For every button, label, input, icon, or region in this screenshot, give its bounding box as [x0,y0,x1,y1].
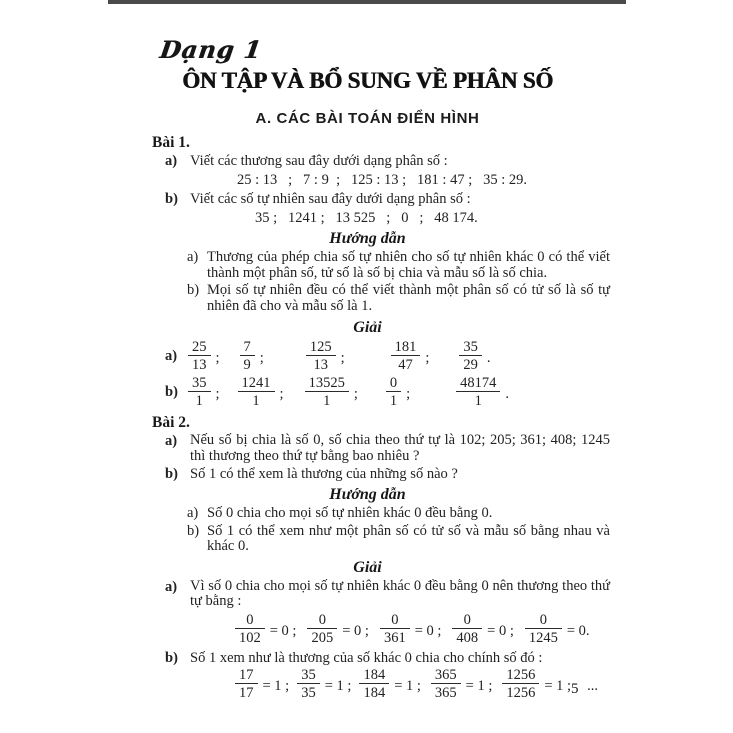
fraction-numerator: 365 [434,666,457,683]
fraction-result: = 1 ; [324,677,352,694]
exercise-1-heading: Bài 1. [152,134,190,151]
fraction-group [502,667,577,701]
page-number: 5 [571,681,579,697]
fraction-numerator: 25 [192,339,207,355]
fraction-separator: ; [353,386,358,402]
item-label: b) [187,282,200,298]
giai-heading: Giải [353,319,382,336]
item-label: a) [165,578,178,595]
item-text: Số 1 có thể xem là thương của những số nào ? [190,466,458,482]
fraction-group [452,612,519,646]
fraction [380,612,410,646]
fraction-denominator: 13 [188,355,211,373]
item-values: 25 : 13 ; 7 : 9 ; 125 : 13 ; 181 : 47 ; 35 : 29. [237,172,528,188]
item-text: Nếu số bị chia là số 0, số chia theo thứ tự là 102; 205; 361; 408; 1245 thì thương theo thứ tự bằng bao nhiêu ? [190,432,610,464]
fraction-denominator: 1 [305,391,349,409]
item-label: a) [187,505,199,521]
fraction-group [307,612,374,646]
fraction-denominator: 1 [188,391,211,409]
fraction-numerator: 181 [394,339,417,355]
ellipsis: ... [587,677,598,694]
fraction-denominator: 1 [456,391,500,409]
solution-row-a [165,339,610,373]
item-label: b) [165,191,178,207]
fraction-group [525,612,596,646]
exercise-2-heading: Bài 2. [152,414,190,431]
fraction [459,339,482,373]
fraction-separator: . [486,350,491,366]
fraction-denominator: 102 [235,628,265,646]
fraction-separator: ; [215,386,220,402]
item-label: a) [165,433,178,449]
fraction [386,375,401,409]
chapter-title: ÔN TẬP VÀ BỔ SUNG VỀ PHÂN SỐ [182,68,553,93]
fraction-denominator: 361 [380,628,410,646]
fraction-denominator: 408 [452,628,482,646]
fraction-numerator: 35 [301,666,316,683]
fraction-denominator: 13 [306,355,336,373]
fraction [431,667,461,701]
fraction-numerator: 125 [309,339,332,355]
page-edge-line [108,0,626,4]
fraction-numerator: 0 [391,611,399,628]
fraction [456,375,500,409]
item-text: Vì số 0 chia cho mọi số tự nhiên khác 0 đều bằng 0 nên thương theo thứ tự bằng : [190,577,610,609]
fraction-group [238,375,290,409]
fraction-numerator: 35 [463,339,478,355]
fraction-numerator: 0 [539,611,547,628]
fraction [391,339,421,373]
fraction-result: = 1 ; [262,677,290,694]
solution-row-b [165,375,610,409]
fraction-denominator: 1 [238,391,275,409]
fraction-numerator: 0 [389,375,398,391]
fraction-group [391,339,436,373]
item-values: 35 ; 1241 ; 13 525 ; 0 ; 48 174. [255,210,478,226]
fraction-group [306,339,351,373]
fraction [240,339,255,373]
fraction-denominator: 1245 [525,628,562,646]
fraction-group [359,667,426,701]
huong-dan-heading: Hướng dẫn [329,230,406,247]
item-label: a) [165,153,178,169]
section-heading: A. CÁC BÀI TOÁN ĐIỂN HÌNH [255,110,480,127]
fraction-separator: ; [425,350,430,366]
exercise-item-a [165,433,610,464]
item-label: b) [165,649,178,666]
fraction-separator: ; [340,350,345,366]
giai-heading: Giải [353,558,382,576]
fraction-denominator: 184 [359,683,389,701]
item-label: b) [165,466,178,482]
guide-item-a [187,506,610,522]
fraction-result: = 1 ; [465,677,493,694]
item-text: Mọi số tự nhiên đều có thể viết thành một phân số có tử số là số tự nhiên đã cho và mẫu số là 1. [207,282,610,314]
item-text: Viết các thương sau đây dưới dạng phân số : [190,153,448,169]
fraction-group [431,667,498,701]
fraction [238,375,275,409]
fraction-result: = 0 ; [269,622,297,639]
fraction-group [456,375,515,409]
fraction-denominator: 205 [307,628,337,646]
fraction-numerator: 0 [246,611,254,628]
fraction-separator: ; [215,350,220,366]
fraction [502,667,539,701]
fraction-result: = 1 ; [544,677,572,694]
fraction-denominator: 35 [297,683,320,701]
fraction-group [188,375,226,409]
item-label: a) [187,249,199,265]
fraction-group [240,339,270,373]
fraction-numerator: 35 [192,375,207,391]
fraction-denominator: 1 [386,391,401,409]
solution-fractions-b [165,667,610,701]
fraction-result: = 0 ; [487,622,514,639]
fraction-denominator: 365 [431,683,461,701]
solution-item-a [165,579,610,610]
fraction-denominator: 1256 [502,683,539,701]
item-text: Số 1 có thể xem như một phân số có tử số và mẫu số bằng nhau và khác 0. [207,522,610,554]
page-content [125,36,610,701]
fraction-result: = 0 ; [414,622,442,639]
fraction [305,375,349,409]
item-text: Số 0 chia cho mọi số tự nhiên khác 0 đều bằng 0. [207,505,493,521]
fraction [235,612,265,646]
fraction-denominator: 29 [459,355,482,373]
fraction-separator: ; [279,386,284,402]
fraction-numerator: 1256 [506,666,536,683]
huong-dan-heading: Hướng dẫn [329,486,406,503]
fraction-result: = 0. [566,622,590,639]
fraction-result: = 1 ; [394,677,421,694]
fraction [452,612,482,646]
dang-label: Dạng 1 [158,35,264,64]
guide-item-b [187,283,610,314]
exercise-item-b [165,466,610,483]
fraction-numerator: 48174 [460,375,497,391]
fraction-group [297,667,357,701]
fraction-group [386,375,416,409]
fraction-separator: . [505,386,509,402]
fraction-numerator: 13525 [308,375,345,391]
item-text: Thương của phép chia số tự nhiên cho số tự nhiên khác 0 có thể viết thành một phân số, tử số là số bị chia và mẫu số là số chia. [207,249,610,281]
fraction-result: = 0 ; [342,622,369,639]
item-text: Viết các số tự nhiên sau đây dưới dạng phân số : [190,191,471,207]
fraction [307,612,337,646]
fraction-numerator: 17 [239,666,254,683]
fraction [188,339,211,373]
fraction-numerator: 0 [463,611,471,628]
fraction-denominator: 17 [235,683,258,701]
guide-item-a [187,250,610,281]
fraction [188,375,211,409]
solution-item-b [165,650,610,667]
fraction [359,667,389,701]
fraction-group [235,612,302,646]
item-label: a) [165,347,178,364]
fraction-denominator: 9 [240,355,255,373]
fraction-group [380,612,447,646]
fraction-numerator: 7 [243,339,251,355]
exercise-item-b [165,191,610,208]
fraction [306,339,336,373]
item-label: b) [187,522,200,539]
item-text: Số 1 xem như là thương của số khác 0 chia cho chính số đó : [190,649,543,666]
solution-fractions-a [165,612,610,646]
item-label: b) [165,383,178,400]
fraction-group [235,667,295,701]
fraction-denominator: 47 [391,355,421,373]
fraction-numerator: 0 [318,611,326,628]
fraction-numerator: 1241 [241,375,271,391]
guide-item-b [187,524,610,555]
fraction-group [188,339,226,373]
fraction-group [305,375,364,409]
fraction [297,667,320,701]
fraction-separator: ; [259,350,264,366]
fraction-separator: ; [406,386,411,402]
fraction-group [459,339,496,373]
fraction-numerator: 184 [363,666,386,683]
exercise-item-a [165,153,610,170]
fraction [525,612,562,646]
fraction [235,667,258,701]
